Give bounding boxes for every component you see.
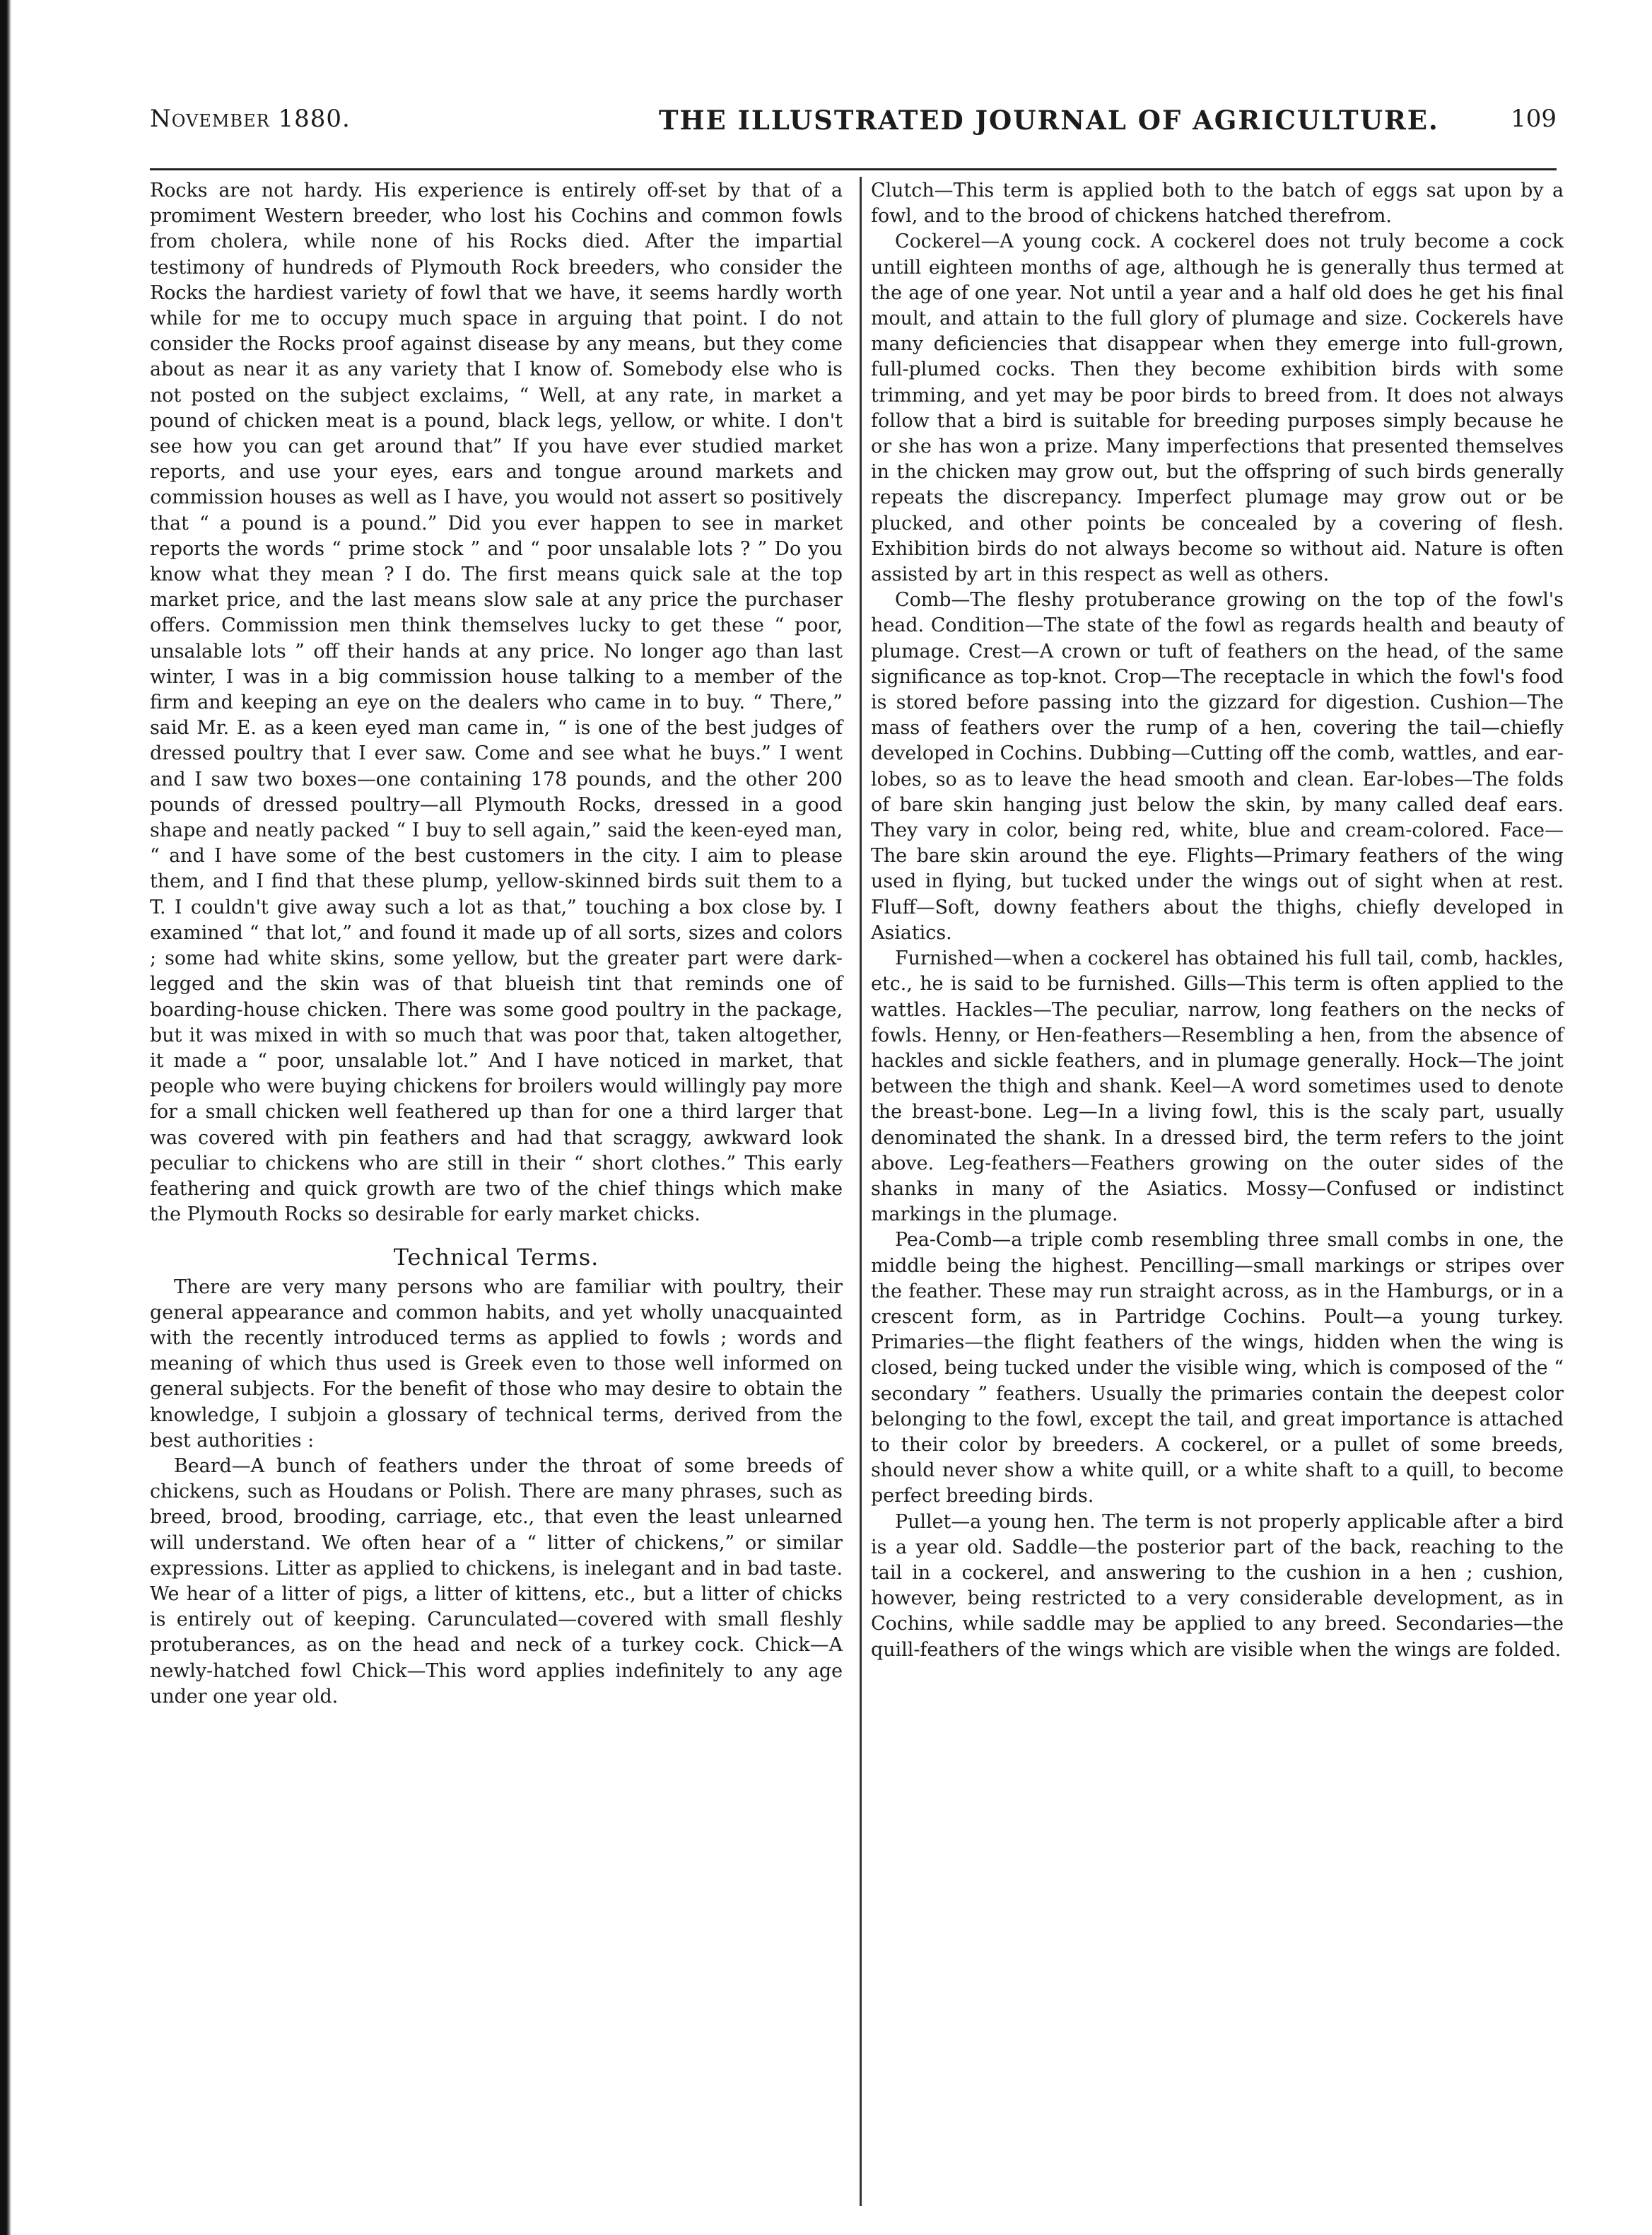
header-rule xyxy=(150,168,1557,170)
right-column xyxy=(871,178,1564,1663)
glossary-paragraph: Clutch—This term is applied both to the batch of eggs sat upon by a fowl, and to the brood of chickens hatched therefrom. xyxy=(871,180,1564,228)
section-heading: Technical Terms. xyxy=(393,1244,599,1271)
glossary-paragraph: Pullet—a young hen. The term is not properly applicable after a bird is a year old. Saddle—the posterior part of the back, reaching to the tail in a cockerel, and answering to the cushion in a hen ; cushion, however, being restricted to a very considerable development, as in Cochins, while saddle may be applied to any breed. Secondaries—the quill-feathers of the wings which are visible when the wings are folded. xyxy=(871,1510,1564,1661)
article-paragraph: There are very many persons who are familiar with poultry, their general appearance and common habits, and yet wholly unacquainted with the recently introduced terms as applied to fowls ; words and meaning of which thus used is Greek even to those well informed on general subjects. For the benefit of those who may desire to obtain the knowledge, I subjoin a glossary of technical terms, derived from the best authorities : xyxy=(150,1276,843,1452)
issue-date: November 1880. xyxy=(150,105,351,133)
glossary-paragraph: Cockerel—A young cock. A cockerel does not truly become a cock untill eighteen months of age, although he is generally thus termed at the age of one year. Not until a year and a half old does he get his final moult, and attain to the full glory of plumage and size. Cockerels have many deficiencies that disappear when they emerge into full-grown, full-plumed cocks. Then they become exhibition birds with some trimming, and yet may be poor birds to breed from. It does not always follow that a bird is suitable for breeding purposes simply because he or she has won a prize. Many imperfections that presented themselves in the chicken may grow out, but the offspring of such birds generally repeats the discrepancy. Imperfect plumage may grow out or be plucked, and other points be concealed by a covering of flesh. Exhibition birds do not always become so without aid. Nature is often assisted by art in this respect as well as others. xyxy=(871,230,1564,586)
glossary-paragraph: Beard—A bunch of feathers under the throat of some breeds of chickens, such as Houdans or Polish. There are many phrases, such as breed, brood, brooding, carriage, etc., that even the least unlearned will understand. We often hear of a “ litter of chickens,” or similar expressions. Litter as applied to chickens, is inelegant and in bad taste. We hear of a litter of pigs, a litter of kittens, etc., but a litter of chicks is entirely out of keeping. Carunculated—covered with small fleshly protuberances, as on the head and neck of a turkey cock. Chick—A newly-hatched fowl Chick—This word applies indefinitely to any age under one year old. xyxy=(150,1454,843,1708)
glossary-paragraph: Comb—The fleshy protuberance growing on the top of the fowl's head. Condition—The state of the fowl as regards health and beauty of plumage. Crest—A crown or tuft of feathers on the head, of the same significance as top-knot. Crop—The receptacle in which the fowl's food is stored before passing into the gizzard for digestion. Cushion—The mass of feathers over the rump of a hen, covering the tail—chiefly developed in Cochins. Dubbing—Cutting off the comb, wattles, and ear-lobes, so as to leave the head smooth and clean. Ear-lobes—The folds of bare skin hanging just below the skin, by many called deaf ears. They vary in color, being red, white, blue and cream-colored. Face—The bare skin around the eye. Flights—Primary feathers of the wing used in flying, but tucked under the wings out of sight when at rest. Fluff—Soft, downy feathers about the thighs, chiefly developed in Asiatics. xyxy=(871,589,1564,944)
glossary-paragraph: Pea-Comb—a triple comb resembling three small combs in one, the middle being the highest. Pencilling—small markings or stripes over the feather. These may run straight across, as in the Hamburgs, or in a crescent form, as in Partridge Cochins. Poult—a young turkey. Primaries—the flight feathers of the wings, hidden when the wing is closed, being tucked under the visible wing, which is composed of the “ secondary ” feathers. Usually the primaries contain the deepest color belonging to the fowl, except the tail, and great importance is attached to their color by breeders. A cockerel, or a pullet of some breeds, should never show a white quill, or a white shaft to a quill, to become perfect breeding birds. xyxy=(871,1229,1564,1507)
left-column xyxy=(150,178,843,1710)
column-divider xyxy=(860,177,862,2206)
article-paragraph: Rocks are not hardy. His experience is entirely off-set by that of a promiment Western breeder, who lost his Cochins and common fowls from cholera, while none of his Rocks died. After the impartial testimony of hundreds of Plymouth Rock breeders, who consider the Rocks the hardiest variety of fowl that we have, it seems hardly worth while for me to occupy much space in arguing that point. I do not consider the Rocks proof against disease by any means, but they come about as near it as any variety that I know of. Somebody else who is not posted on the subject exclaims, “ Well, at any rate, in market a pound of chicken meat is a pound, black legs, yellow, or white. I don't see how you can get around that” If you have ever studied market reports, and use your eyes, ears and tongue around markets and commission houses as well as I have, you would not assert so positively that “ a pound is a pound.” Did you ever happen to see in market reports the words “ prime stock ” and “ poor unsalable lots ? ” Do you know what they mean ? I do. The first means quick sale at the top market price, and the last means slow sale at any price the purchaser offers. Commission men think themselves lucky to get these “ poor, unsalable lots ” off their hands at any price. No longer ago than last winter, I was in a big commission house talking to a member of the firm and keeping an eye on the dealers who came in to buy. “ There,” said Mr. E. as a keen eyed man came in, “ is one of the best judges of dressed poultry that I ever saw. Come and see what he buys.” I went and I saw two boxes—one containing 178 pounds, and the other 200 pounds of dressed poultry—all Plymouth Rocks, dressed in a good shape and neatly packed “ I buy to sell again,” said the keen-eyed man, “ and I have some of the best customers in the city. I aim to please them, and I find that these plump, yellow-skinned birds suit them to a T. I couldn't give away such a lot as that,” touching a box close by. I examined “ that lot,” and found it made up of all sorts, sizes and colors ; some had white skins, some yellow, but the greater part were dark-legged and the skin was of that blueish tint that reminds one of boarding-house chicken. There was some good poultry in the package, but it was mixed in with so much that was poor that, taken altogether, it made a “ poor, unsalable lot.” And I have noticed in market, that people who were buying chickens for broilers would willingly pay more for a small chicken well feathered up than for one a third larger that was covered with pin feathers and had that scraggy, awkward look peculiar to chickens who are still in their “ short clothes.” This early feathering and quick growth are two of the chief things which make the Plymouth Rocks so desirable for early market chicks. xyxy=(150,180,843,1226)
glossary-paragraph: Furnished—when a cockerel has obtained his full tail, comb, hackles, etc., he is said to be furnished. Gills—This term is often applied to the wattles. Hackles—The peculiar, narrow, long feathers on the necks of fowls. Henny, or Hen-feathers—Resembling a hen, from the absence of hackles and sickle feathers, and in plumage generally. Hock—The joint between the thigh and shank. Keel—A word sometimes used to denote the breast-bone. Leg—In a living fowl, this is the scaly part, usually denominated the shank. In a dressed bird, the term refers to the joint above. Leg-feathers—Feathers growing on the outer sides of the shanks in many of the Asiatics. Mossy—Confused or indistinct markings in the plumage. xyxy=(871,947,1564,1226)
scan-edge-shadow xyxy=(0,0,11,2235)
page-number: 109 xyxy=(1511,105,1557,133)
journal-title: THE ILLUSTRATED JOURNAL OF AGRICULTURE. xyxy=(659,105,1439,136)
page-header xyxy=(150,105,1557,144)
